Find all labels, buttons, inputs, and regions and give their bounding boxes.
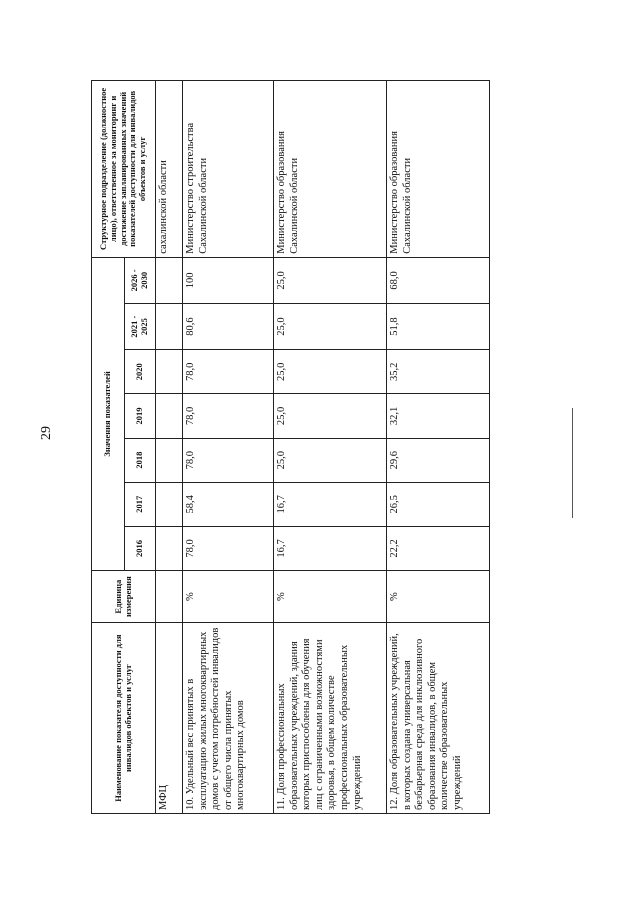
row-value: 26,5 bbox=[387, 482, 490, 526]
row-value: 25,0 bbox=[274, 350, 387, 394]
row-value: 100 bbox=[183, 257, 274, 303]
row-value: 58,4 bbox=[183, 482, 274, 526]
row-name: 12. Доля образовательных учреждений, в которых создана универсальная безбарьерная среда для инклюзивного образования инвалидов, в общем количестве образовательных учреждений bbox=[387, 623, 490, 814]
row-name: МФЦ bbox=[156, 623, 183, 814]
row-value: 22,2 bbox=[387, 526, 490, 570]
row-name: 11. Доля профессиональных образовательных учреждений, здания которых приспособлены для обучения лиц с ограниченными возможностями здоровья, в общем количестве профессиональных образовательных учреждений bbox=[274, 623, 387, 814]
row-value: 78,0 bbox=[183, 438, 274, 482]
row-value: 32,1 bbox=[387, 394, 490, 438]
row-unit: % bbox=[274, 571, 387, 623]
table-row bbox=[274, 81, 387, 814]
footnote-line bbox=[572, 408, 573, 518]
row-unit: % bbox=[387, 571, 490, 623]
row-value: 25,0 bbox=[274, 394, 387, 438]
header-year: 2018 bbox=[125, 438, 156, 482]
row-unit: % bbox=[183, 571, 274, 623]
header-year: 2021 - 2025 bbox=[125, 304, 156, 350]
rotated-table-wrapper bbox=[91, 80, 545, 814]
row-value: 68,0 bbox=[387, 257, 490, 303]
row-value: 35,2 bbox=[387, 350, 490, 394]
header-responsible: Структурное подразделение (должностное лицо), ответственное за мониторинг и достижение запланированных значений показателей доступности для инвалидов объектов и услуг bbox=[92, 81, 156, 258]
row-value: 51,8 bbox=[387, 304, 490, 350]
header-values-group: Значения показателей bbox=[92, 257, 125, 570]
table-row bbox=[156, 81, 183, 814]
header-year: 2016 bbox=[125, 526, 156, 570]
header-name: Наименование показателя доступности для инвалидов объектов и услуг bbox=[92, 623, 156, 814]
header-year: 2020 bbox=[125, 350, 156, 394]
row-responsible: сахалинской области bbox=[156, 81, 183, 258]
row-value: 25,0 bbox=[274, 304, 387, 350]
row-value: 16,7 bbox=[274, 482, 387, 526]
row-responsible: Министерство образования Сахалинской области bbox=[274, 81, 387, 258]
row-value: 25,0 bbox=[274, 438, 387, 482]
row-responsible: Министерство строительства Сахалинской области bbox=[183, 81, 274, 258]
row-value: 78,0 bbox=[183, 350, 274, 394]
row-value: 78,0 bbox=[183, 394, 274, 438]
table-row bbox=[387, 81, 490, 814]
header-year: 2019 bbox=[125, 394, 156, 438]
page-number: 29 bbox=[39, 426, 54, 440]
row-value: 25,0 bbox=[274, 257, 387, 303]
header-unit: Единица измерения bbox=[92, 571, 156, 623]
row-value: 16,7 bbox=[274, 526, 387, 570]
row-value: 78,0 bbox=[183, 526, 274, 570]
header-year: 2026 - 2030 bbox=[125, 257, 156, 303]
row-responsible: Министерство образования Сахалинской области bbox=[387, 81, 490, 258]
row-value: 80,6 bbox=[183, 304, 274, 350]
header-year: 2017 bbox=[125, 482, 156, 526]
row-value: 29,6 bbox=[387, 438, 490, 482]
table-row bbox=[183, 81, 274, 814]
indicators-table bbox=[91, 80, 490, 814]
row-name: 10. Удельный вес принятых в эксплуатацию жилых многоквартирных домов с учетом потребностей инвалидов от общего числа принятых многоквартирных домов bbox=[183, 623, 274, 814]
